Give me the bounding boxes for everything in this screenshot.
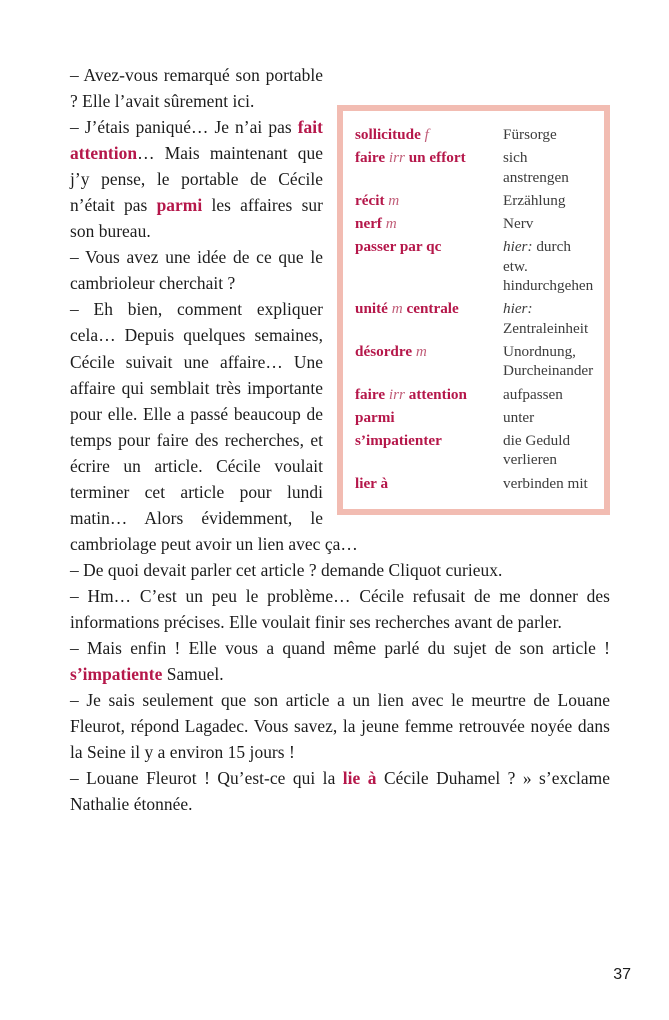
vocabulary-entry: [355, 237, 594, 299]
page-number: 37: [613, 966, 631, 983]
text-run: – De quoi devait parler cet article ? demande Cliquot curieux.: [70, 559, 503, 580]
page-content: [70, 62, 610, 817]
vocabulary-entry: [355, 125, 594, 148]
vocabulary-german-translation: [503, 342, 594, 385]
vocabulary-french-term: [355, 299, 503, 342]
vocabulary-french-term: [355, 237, 503, 299]
paragraph: [70, 557, 610, 583]
vocabulary-french-term: [355, 431, 503, 474]
vocabulary-entry: [355, 385, 594, 408]
vocabulary-french-term: [355, 148, 503, 191]
vocabulary-german-translation: [503, 408, 594, 431]
text-run: – Louane Fleurot ! Qu’est-ce qui la: [70, 768, 343, 789]
vocabulary-french-term: [355, 191, 503, 214]
vocabulary-entry: [355, 474, 594, 497]
german-gloss: Unordnung, Durcheinander: [503, 342, 594, 380]
vocabulary-german-translation: [503, 125, 594, 148]
french-headword-tail: un effort: [404, 149, 466, 167]
french-headword: s’impatienter: [355, 432, 442, 450]
german-gloss: Fürsorge: [503, 126, 557, 143]
vocabulary-table: [355, 125, 594, 497]
vocabulary-entry: [355, 431, 594, 474]
text-run: – Mais enfin ! Elle vous a quand même parlé du sujet de son article !: [70, 638, 610, 659]
vocabulary-german-translation: [503, 237, 594, 299]
french-headword: unité: [355, 300, 388, 318]
german-gloss: Erzählung: [503, 191, 566, 209]
vocabulary-french-term: [355, 342, 503, 385]
vocabulary-german-translation: [503, 431, 594, 474]
text-run: – Eh bien, comment expliquer cela… Depuis quelques semaines, Cécile suivait une affaire… Une affaire qui semblait très importante pour elle. Elle a passé beaucoup de temps pour faire des recherches, et écrire un article. Cécile voulait terminer cet article pour lundi matin… Alors évidemment, le cambriolage peut avoir un lien avec ça…: [70, 299, 358, 554]
grammar-marker: m: [382, 215, 397, 233]
vocabulary-french-term: [355, 385, 503, 408]
vocabulary-german-translation: [503, 385, 594, 408]
french-headword-tail: centrale: [402, 300, 459, 318]
french-headword: nerf: [355, 215, 382, 233]
vocabulary-french-term: [355, 214, 503, 237]
french-headword: passer par qc: [355, 238, 442, 256]
grammar-marker: m: [384, 191, 400, 209]
vocabulary-german-translation: [503, 191, 594, 214]
vocabulary-box: [337, 105, 610, 515]
vocabulary-german-translation: [503, 214, 594, 237]
vocabulary-entry: [355, 214, 594, 237]
usage-note: hier:: [503, 300, 533, 318]
german-gloss: sich anstrengen: [503, 149, 569, 186]
french-headword: sollicitude: [355, 126, 421, 143]
vocabulary-french-term: [355, 408, 503, 431]
text-run: … Mais maintenant que j’y pense, le portable de Cécile n’était pas: [70, 143, 323, 216]
french-headword: faire: [355, 149, 386, 167]
paragraph: [70, 583, 610, 635]
grammar-marker: irr: [385, 385, 405, 403]
german-gloss: Nerv: [503, 215, 534, 233]
german-gloss: verbinden mit: [503, 474, 588, 492]
vocabulary-rows: [355, 125, 594, 497]
text-run: les affaires sur son bureau.: [70, 195, 323, 242]
vocabulary-german-translation: [503, 299, 594, 342]
german-gloss: aufpassen: [503, 385, 563, 403]
vocabulary-entry: [355, 191, 594, 214]
text-run: – Avez-vous remarqué son portable ? Elle l’avait sûrement ici.: [70, 65, 323, 112]
paragraph: [70, 635, 610, 687]
vocabulary-german-translation: [503, 148, 594, 191]
french-headword: lier à: [355, 474, 389, 492]
vocabulary-german-translation: [503, 474, 594, 497]
keyword-highlight: s’impatiente: [70, 664, 163, 685]
paragraph: [70, 765, 610, 817]
text-run: Samuel.: [162, 664, 224, 685]
french-headword: faire: [355, 385, 386, 403]
french-headword: désordre: [355, 342, 413, 360]
vocabulary-french-term: [355, 474, 503, 497]
french-headword-tail: attention: [404, 385, 467, 403]
vocabulary-entry: [355, 408, 594, 431]
french-headword: récit: [355, 191, 385, 209]
vocabulary-entry: [355, 299, 594, 342]
german-gloss: unter: [503, 408, 535, 426]
grammar-marker: m: [412, 342, 427, 360]
usage-note: hier:: [503, 238, 533, 256]
keyword-highlight: parmi: [156, 195, 203, 216]
text-run: Cécile Duhamel ? » s’exclame Nathalie étonnée.: [70, 768, 610, 815]
grammar-marker: m: [387, 300, 403, 318]
text-run: – Vous avez une idée de ce que le cambrioleur cherchait ?: [70, 247, 323, 294]
grammar-marker: f: [420, 126, 429, 143]
vocabulary-entry: [355, 342, 594, 385]
paragraph: [70, 687, 610, 765]
keyword-highlight: lie à: [342, 768, 377, 789]
vocabulary-french-term: [355, 125, 503, 148]
text-run: – J’étais paniqué… Je n’ai pas: [70, 117, 298, 138]
keyword-highlight: fait attention: [70, 117, 323, 164]
german-gloss: Zentraleinheit: [503, 319, 589, 337]
grammar-marker: irr: [385, 149, 405, 167]
german-gloss: durch etw. hindurchgehen: [503, 238, 594, 295]
text-run: – Je sais seulement que son article a un lien avec le meurtre de Louane Fleurot, répond Lagadec. Vous savez, la jeune femme retrouvée noyée dans la Seine il y a environ 15 jours !: [70, 690, 610, 763]
text-run: – Hm… C’est un peu le problème… Cécile refusait de me donner des informations précises. Elle voulait finir ses recherches avant de parler.: [70, 585, 610, 632]
french-headword: parmi: [355, 408, 395, 426]
german-gloss: die Geduld verlieren: [503, 432, 571, 469]
vocabulary-entry: [355, 148, 594, 191]
